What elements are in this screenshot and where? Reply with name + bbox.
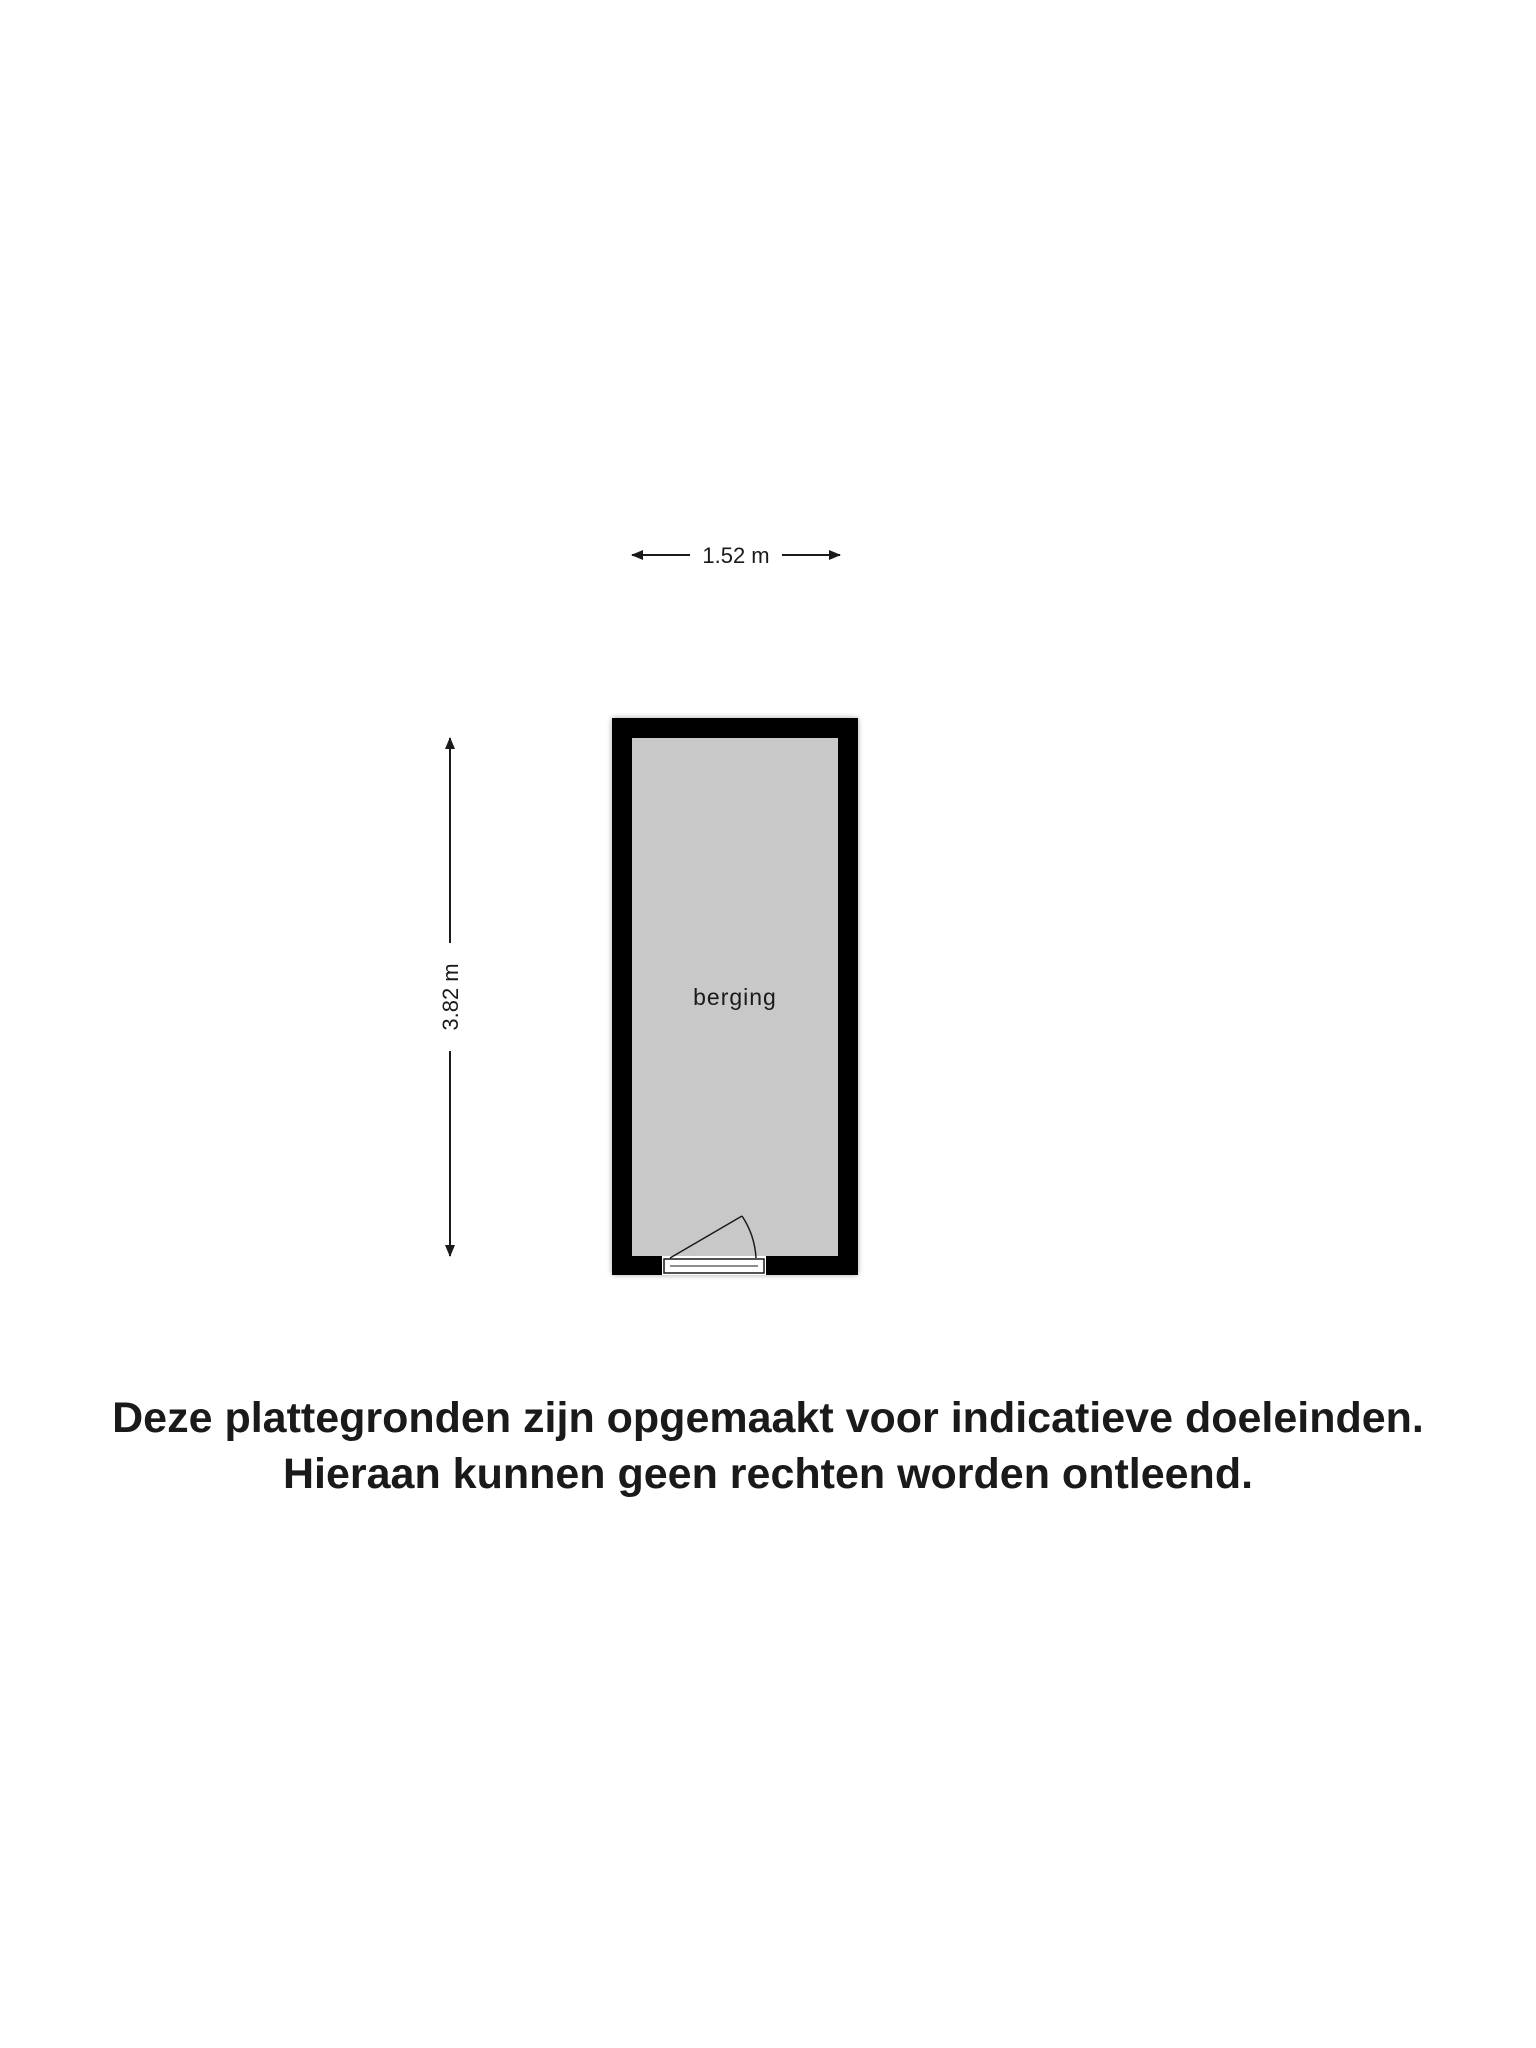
disclaimer-line-2: Hieraan kunnen geen rechten worden ontleend. bbox=[282, 1450, 1254, 1498]
width-dimension bbox=[632, 543, 840, 568]
width-dimension-label: 1.52 m bbox=[702, 543, 770, 568]
room-label: berging bbox=[693, 984, 777, 1010]
height-dimension bbox=[438, 738, 463, 1256]
height-dimension-label: 3.82 m bbox=[438, 963, 463, 1031]
disclaimer-line-1: Deze plattegronden zijn opgemaakt voor indicatieve doeleinden. bbox=[112, 1394, 1424, 1442]
